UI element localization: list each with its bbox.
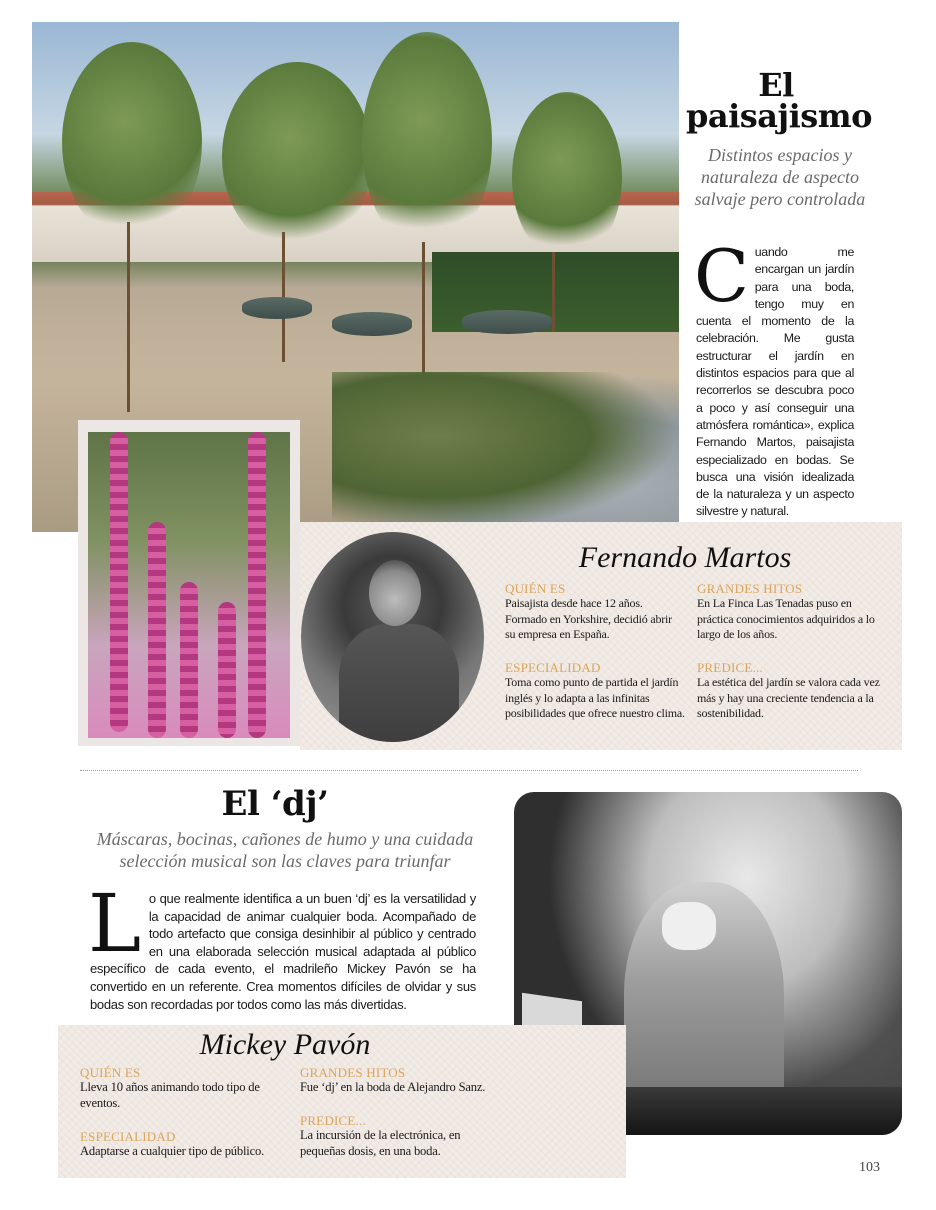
fernando-martos-portrait (301, 532, 484, 742)
tree-shape (62, 42, 202, 242)
tree-shape (512, 92, 622, 262)
info-text: La incursión de la electrónica, en pequeñas dosis, en una boda. (300, 1128, 461, 1158)
article-text: uando me encargan un jardín para una boda, tengo muy en cuenta el momento de la celebración. Me gusta estructurar el jardín en distintos espacios para que al recorrerlos se descubra poco a poco y así conseguir una atmósfera romántica», explica Fernando Martos, paisajista especializado en bodas. Se busca una visión idealizada de la naturaleza y un aspecto silvestre y natural. (696, 245, 854, 519)
portrait-torso (339, 624, 459, 742)
info-label: ESPECIALIDAD (80, 1129, 176, 1144)
info-label: QUIÉN ES (505, 581, 566, 596)
flower-spike (110, 432, 128, 732)
info-text: La estética del jardín se valora cada vez más y hay una creciente tendencia a la sostenibilidad. (697, 675, 880, 721)
info-label: GRANDES HITOS (300, 1065, 406, 1080)
section-subtitle-paisajismo: Distintos espacios y naturaleza de aspecto salvaje pero controlada (694, 145, 866, 209)
info-text: Fue ‘dj’ en la boda de Alejandro Sanz. (300, 1080, 486, 1094)
section-divider (80, 770, 858, 771)
page-number: 103 (859, 1160, 880, 1175)
profile-name-fernando: Fernando Martos (578, 541, 792, 574)
info-text: Adaptarse a cualquier tipo de público. (80, 1144, 265, 1158)
info-label: PREDICE... (697, 660, 763, 675)
table-shape (332, 312, 412, 336)
flower-spike (218, 602, 236, 738)
info-predice (697, 660, 882, 722)
section-title-paisajismo: El paisajismo (686, 66, 872, 135)
table-shape (462, 310, 552, 334)
profile-name-mickey: Mickey Pavón (199, 1028, 371, 1061)
tree-shape (362, 32, 492, 252)
section-title-dj: El ‘dj’ (221, 784, 329, 824)
flower-spike (180, 582, 198, 738)
info-label: GRANDES HITOS (697, 581, 803, 596)
flower-spike (248, 432, 266, 738)
tree-shape (222, 62, 372, 252)
info-quien-es (80, 1065, 295, 1111)
portrait-head (369, 560, 421, 626)
flower-spike (148, 522, 166, 738)
trunk-shape (127, 222, 130, 412)
trunk-shape (422, 242, 425, 392)
trunk-shape (552, 252, 555, 332)
info-text: Lleva 10 años animando todo tipo de eventos. (80, 1080, 260, 1110)
salvia-flowers-photo (88, 432, 290, 738)
info-label: ESPECIALIDAD (505, 660, 601, 675)
table-shape (242, 297, 312, 319)
article-body-paisajismo (694, 234, 854, 521)
info-grandes-hitos (697, 581, 882, 643)
info-quien-es (505, 581, 685, 643)
info-label: QUIÉN ES (80, 1065, 141, 1080)
section-subtitle-dj: Máscaras, bocinas, cañones de humo y una cuidada selección musical son las claves para triunfar (96, 829, 474, 871)
shrubs-shape (332, 372, 679, 532)
info-especialidad (80, 1129, 295, 1160)
dj-mask (662, 902, 716, 950)
info-label: PREDICE... (300, 1113, 366, 1128)
info-text: Toma como punto de partida el jardín inglés y lo adapta a las infinitas posibilidades que ofrece nuestro clima. (505, 675, 685, 721)
drop-cap: L (88, 877, 141, 970)
info-especialidad (505, 660, 685, 722)
info-predice (300, 1113, 505, 1159)
info-grandes-hitos (300, 1065, 515, 1096)
info-text: Paisajista desde hace 12 años. Formado en Yorkshire, decidió abrir su empresa en España. (505, 596, 672, 642)
drop-cap: C (694, 234, 749, 318)
info-text: En La Finca Las Tenadas puso en práctica conocimientos adquiridos a lo largo de los años. (697, 596, 875, 642)
article-body-dj (88, 877, 476, 1013)
article-text: o que realmente identifica a un buen ‘dj’ es la versatilidad y la capacidad de animar cualquier boda. Acompañado de todo artefacto que consiga desinhibir al público y centrado en una elaborada selección musical adaptada al público específico de cada evento, el madrileño Mickey Pavón se ha convertido en un referente. Crea momentos difíciles de olvidar y sus bodas son recordadas por todos como las más divertidas. (90, 891, 476, 1012)
